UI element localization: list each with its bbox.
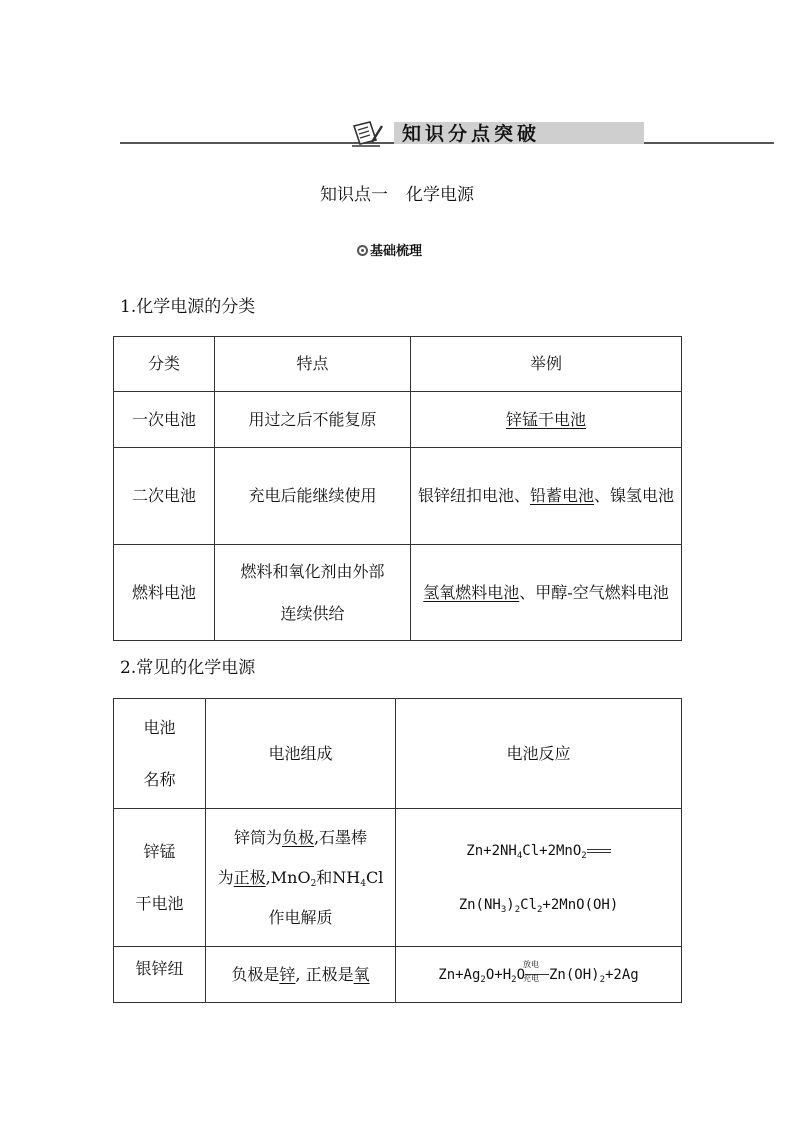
table-header-row bbox=[114, 699, 682, 809]
section-label: 知识点一 bbox=[320, 185, 388, 205]
composition-text: 为 bbox=[217, 867, 234, 887]
header-text: 电池 bbox=[143, 717, 176, 737]
composition-text: ,MnO bbox=[265, 867, 311, 887]
formula-part: Zn(OH) bbox=[549, 966, 600, 983]
example-text: 锌锰干电池 bbox=[505, 409, 586, 429]
subscript: 2 bbox=[480, 974, 486, 985]
battery-type-cell: 一次电池 bbox=[114, 392, 215, 448]
formula-part: Zn(NH bbox=[458, 896, 501, 913]
formula-part: ) bbox=[506, 896, 515, 913]
composition-text: 负极是 bbox=[231, 964, 280, 984]
table-row bbox=[114, 545, 682, 641]
sub-title-text: 基础梳理 bbox=[370, 244, 423, 259]
formula-part: +2MnO(OH) bbox=[542, 896, 619, 913]
table-header-cell: 分类 bbox=[114, 337, 215, 392]
section-title bbox=[0, 180, 794, 205]
formula-part: +2Ag bbox=[605, 966, 639, 983]
target-icon bbox=[357, 245, 368, 256]
table-row bbox=[114, 448, 682, 545]
table-header-cell bbox=[114, 699, 206, 809]
pen-book-icon bbox=[350, 120, 384, 148]
battery-name: 锌锰 bbox=[143, 841, 176, 861]
feature-cell: 充电后能继续使用 bbox=[215, 448, 411, 545]
reaction-line bbox=[459, 897, 619, 913]
discharge-label: 放电 bbox=[523, 959, 539, 969]
subscript: 3 bbox=[500, 904, 507, 915]
positive-electrode: 氧 bbox=[353, 964, 370, 984]
example-cell bbox=[411, 448, 682, 545]
formula-part: O+H bbox=[485, 966, 512, 983]
subscript: 4 bbox=[516, 850, 523, 861]
composition-text: 和NH bbox=[316, 867, 361, 887]
table-row bbox=[114, 947, 682, 1003]
composition-cell bbox=[206, 809, 396, 947]
charge-label: 充电 bbox=[523, 973, 539, 983]
composition-text: 作电解质 bbox=[268, 907, 333, 927]
table-header-cell: 特点 bbox=[215, 337, 411, 392]
example-cell bbox=[411, 545, 682, 641]
formula-part: O bbox=[516, 966, 525, 983]
heading-classification: 1.化学电源的分类 bbox=[120, 297, 256, 317]
example-text: 银锌纽扣电池、 bbox=[417, 486, 530, 505]
example-cell bbox=[411, 392, 682, 448]
battery-name: 干电池 bbox=[135, 893, 184, 913]
table-header-cell: 电池反应 bbox=[396, 699, 682, 809]
banner-title: 知识分点突破 bbox=[394, 122, 644, 144]
composition-text: 锌筒为 bbox=[233, 827, 282, 847]
composition-cell bbox=[206, 947, 396, 1003]
feature-text: 连续供给 bbox=[280, 603, 345, 623]
sub-title bbox=[357, 240, 422, 259]
subscript: 2 bbox=[514, 904, 521, 915]
subscript: 2 bbox=[581, 850, 587, 861]
reversible-arrow bbox=[523, 959, 549, 983]
battery-type-cell: 二次电池 bbox=[114, 448, 215, 545]
section-banner bbox=[120, 118, 774, 148]
table-row bbox=[114, 809, 682, 947]
battery-name-cell bbox=[114, 809, 206, 947]
table-header-cell: 电池组成 bbox=[206, 699, 396, 809]
equals-sign bbox=[587, 849, 611, 853]
feature-text: 用过之后不能复原 bbox=[248, 409, 377, 429]
reaction-cell bbox=[396, 947, 682, 1003]
example-text-underlined: 铅蓄电池 bbox=[529, 486, 594, 505]
example-text-underlined: 氢氧燃料电池 bbox=[423, 582, 520, 602]
reaction-line bbox=[466, 843, 610, 859]
formula-part: Cl bbox=[520, 896, 537, 913]
negative-electrode: 锌 bbox=[279, 964, 296, 984]
classification-table bbox=[113, 336, 682, 641]
table-header-cell: 举例 bbox=[411, 337, 682, 392]
formula-part: Zn+Ag bbox=[438, 966, 481, 983]
feature-cell bbox=[215, 392, 411, 448]
subscript: 2 bbox=[599, 974, 605, 985]
subscript: 2 bbox=[537, 904, 543, 915]
formula-part: Zn+2NH bbox=[466, 842, 517, 859]
battery-name-cell: 银锌纽 bbox=[114, 947, 206, 1003]
example-text: 、镍氢电池 bbox=[594, 486, 675, 505]
subscript: 2 bbox=[310, 878, 317, 889]
common-batteries-table bbox=[113, 698, 682, 1003]
section-name: 化学电源 bbox=[406, 185, 474, 205]
composition-text: ,石墨棒 bbox=[313, 827, 368, 847]
battery-type-cell: 燃料电池 bbox=[114, 545, 215, 641]
feature-text: 燃料和氧化剂由外部 bbox=[240, 561, 385, 581]
reaction-cell bbox=[396, 809, 682, 947]
example-text: 、甲醇-空气燃料电池 bbox=[519, 582, 669, 602]
table-header-row bbox=[114, 337, 682, 392]
heading-common-batteries: 2.常见的化学电源 bbox=[120, 658, 256, 678]
composition-text: Cl bbox=[366, 867, 384, 887]
positive-electrode: 正极 bbox=[233, 867, 266, 887]
subscript: 2 bbox=[511, 974, 517, 985]
feature-cell bbox=[215, 545, 411, 641]
header-text: 名称 bbox=[143, 769, 176, 789]
table-row bbox=[114, 392, 682, 448]
banner-plate bbox=[350, 120, 650, 145]
negative-electrode: 负极 bbox=[281, 827, 314, 847]
formula-part: Cl+2MnO bbox=[522, 842, 582, 859]
composition-text: , 正极是 bbox=[295, 964, 354, 984]
subscript: 4 bbox=[360, 878, 366, 889]
